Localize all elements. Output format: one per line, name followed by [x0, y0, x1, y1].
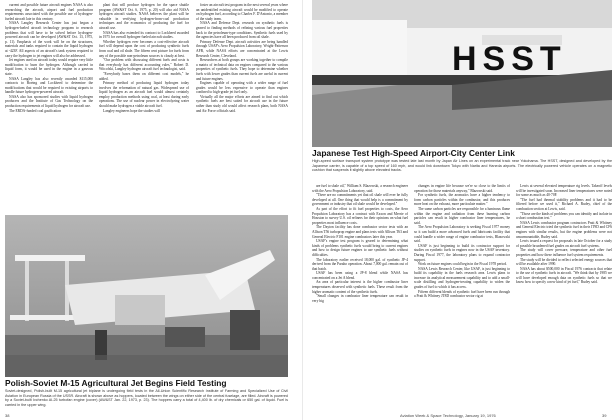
paragraph: Work on future engines could begin in the Fiscal 1978 period.	[418, 262, 508, 267]
paragraph: NASA Lewis Research Center, like USAF, is just beginning to build its capability in the fuels research area. Lewis plans to increase its analytical measurement capability and to add a small-scale distilling and hydrogen-treating capability to widen the grades of fuel to which it has access.	[414, 266, 510, 290]
paragraph: NASA and Defense Dept. research on synthetic fuels is geared to finding methods of refining various fuel properties back to the petroleum-type conditions. Synthetic fuels used by the agencies have all been produced from oil shale.	[196, 21, 288, 40]
right-column-3	[516, 184, 612, 410]
paragraph: An area of particular interest is the higher combustor liner temperatures observed with synthetic fuels. These result from the higher aromatic content of the synthetic fuels.	[312, 280, 408, 294]
paragraph: Researchers at both groups are working together to compile a matrix of technical data on engines compared to the various properties of synthetic fuels. They hope to determine whether fuels with lower grades than current fuels are useful in current and future engines.	[196, 58, 288, 81]
right-caption-title: Japanese Test High-Speed Airport-City Center Link	[312, 148, 515, 158]
paragraph: "Everybody bases them on different cost models," he added.	[99, 71, 189, 81]
paragraph: NASA has about $500,000 in Fiscal 1976 contracts that relate to the use of synthetic fuels in aircraft. "We think that by 1985 we will have developed enough data on synthetic fuels so that we know how to specify a new kind of jet fuel," Rudey said.	[516, 266, 612, 285]
paragraph: "Our problem with discussing different fuels and costs is that everybody has different accounting rules," Robert D. Witcofski, Langley hydrogen aircraft fuel technologist, said.	[99, 58, 189, 72]
paragraph: "The fuel had thermal stability problems and it had to be filtered before we used it," Richard A. Rudey, chief of the combustion section at Lewis, said.	[516, 197, 612, 211]
agricultural-jet-photo	[5, 215, 288, 377]
paragraph: Engines capable of operating with a wider range of fuel grades would be less expensive to operate than engines confined to high-grade jet fuel only.	[196, 81, 288, 95]
paragraph: Fifteen different blends of synthetic fuel have been run through a Pratt & Whitney JT8D combustor sector rig at	[414, 289, 510, 299]
right-page-number: 39	[602, 413, 607, 418]
agricultural-jet-image	[5, 215, 288, 377]
paragraph: The Aero Propulsion Laboratory is seeking Fiscal 1977 money so it can build a more advanced fuels and lubricants facility that could handle a wider range of engine combustor tests, Blazowski said.	[414, 225, 510, 244]
hsst-sign-text: HSST	[452, 40, 567, 78]
paragraph: As part of the effort to fit fuel properties to costs, the Aero Propulsion Laboratory has a contract with Exxon and Merrie of Houston to survey U.S. oil refiners for their opinions on what fuel properties most influence costs.	[312, 206, 408, 225]
paragraph: The laboratory earlier received 18,000 gal. of synthetic JP-4 derived from the Paraho operation. About 7,000 gal. remain out of that batch.	[312, 257, 408, 271]
paragraph: The study will cover pressure, temperature and other fuel properties and how these influence fuel system requirements.	[516, 248, 612, 257]
paragraph: The Dayton facility has done combustor sector tests with an Allison T56 turboprop engine and plans tests with Allison T63 and General Electric F101 engine combustors later this year.	[312, 225, 408, 239]
paragraph: current and possible future aircraft engines NASA is also researching the aircraft, airport and fuel production requirements associated with the possible use of hydrogen-fueled aircraft late in this century.	[5, 3, 93, 21]
paragraph: NASA has also extended its contract to Lockheed awarded in 1975 for overall hydrogen-fueled aircraft studies.	[99, 30, 189, 40]
paragraph: The same carbon particles are responsible for a luminous flame within the engine and radiation from these burning carbon particles can result in higher combustor liner temperatures, he said.	[414, 206, 510, 225]
left-page-number: 38	[5, 413, 10, 418]
paragraph: plant that will produce hydrogen for the space shuttle program (AW&ST Oct. 6, 1975, p. 20) will also aid NASA hydrogen aircraft studies. NASA believes the plant will be valuable in verifying hydrogen-from-coal production techniques and the economics of producing the fuel for aircraft use.	[99, 3, 189, 30]
paragraph: NASA Lewis combustor program contractors Pratt & Whitney and General Electric tried the synthetic fuel in their JT9D and CF6 engines with similar results, but the engine problems were not unsurmountable, Rudey said.	[516, 220, 612, 239]
left-caption-body: Soviet-designed, Polish-built M-15 agricultural jet biplane is undergoing field tests in the All-Union Scientific Research Institute of Farming and Specialized Use of Civil Aviation in European Russia of the USSR. Aircraft is shown above as hoppers, located between the wings on either side of the central fuselage, are filled. Aircraft is powered by a Soviet-built Ivchenko AI-25 turbofan engine (cover) (AW&ST Jan. 22, 1973, p. 23). The hoppers carry a total of 4,400 lb. of dry chemicals or 650 gal. of liquid. Fuel is carried in the upper wing.	[5, 389, 288, 407]
paragraph: "Those are the kinds of problems you can identify and isolate in a short combustion test."	[516, 211, 612, 221]
paragraph: Jet engines used on aircraft today would require very little modification to burn the hydrogen. Although carried in liquid form, it would be used in the engine in a gaseous state.	[5, 58, 93, 76]
hsst-vehicle-image	[312, 0, 612, 147]
paragraph: "Small changes in combustor liner temperature can result in very big	[312, 294, 408, 303]
page-gutter	[302, 0, 303, 420]
paragraph: Lewis at several elevated temperature rig levels. Takeoff levels will be investigated soon. Increased liner temperatures were noted for some as much as 40-70F.	[516, 184, 612, 198]
hsst-vehicle-photo	[312, 0, 612, 147]
paragraph: USAF's engine test program is geared to determining what kinds of problems synthetic fuels would bring to current engines and how to design future engines to use synthetic fuels without difficulties.	[312, 239, 408, 257]
left-column-3	[196, 3, 288, 211]
paragraph: USAF is just beginning to build its contractor support for studies on synthetic fuels in engines now in the USAF inventory. During Fiscal 1977, the laboratory plans to expand contractor support.	[414, 243, 510, 262]
paragraph: Virtually all the major efforts are aimed to find out which synthetic fuels are best suited for aircraft use in the future rather than study old would affect research plans, both NASA and Air Force officials said.	[196, 94, 288, 113]
paragraph: Primary Defense Dept. aircraft activities are being handled through USAF's Aero Propulsion Laboratory, Wright-Patterson AFB, while NASA efforts are concentrated at the Lewis Research Center, Cleveland.	[196, 39, 288, 58]
paragraph: The ERDA-funded coal gasification	[9, 108, 61, 113]
paragraph: "There are no commitments yet that oil shale will ever be fully developed at all. One thing that would help is a commitment by government or industry that oil shale would be developed."	[312, 193, 408, 207]
paragraph: NASA Langley Research Center has just begun a hydrogen-fueled aircraft technology program to research problems that will have to be solved before hydrogen-powered aircraft can be developed (AW&ST Oct. 13, 1975, p. 11). Emphasis of the work will be on the structures, materials and tanks required to contain the liquid hydrogen at -423F. All aspects of an aircraft's tank system required to carry the hydrogen to jet engines will also be addressed.	[5, 21, 93, 58]
paragraph: Lewis issued a request for proposals in late October for a study of possible broadened fuel grades on aircraft fuel systems.	[516, 239, 612, 248]
right-column-2	[414, 184, 510, 410]
paragraph: Whether hydrogen ever becomes a cost-effective aircraft fuel will depend upon the cost of producing synthetic fuels from coal and oil shale. The fifteen cent picture for fuels from any of the possible non-petroleum sources is cloudy at best.	[99, 39, 189, 58]
paragraph: are fuel to shale oil," William S. Blazowski, a research engineer with the Aero Propulsion Laboratory, said.	[312, 184, 408, 193]
paragraph: USAF has been using a JP-8 blend while NASA has concentrated on a Jet A blend.	[312, 271, 408, 280]
paragraph: The study will be divided to reflect selected energy sources that will be available after 1990.	[516, 257, 612, 267]
paragraph: NASA also has sponsored studies with liquid hydrogen producers and the Institute of Gas Technology on the production requirements of liquid hydrogen for aircraft use.	[5, 94, 93, 109]
paragraph: Primary method of producing liquid hydrogen today involves the reformation of natural gas. Widespread use of liquid hydrogen as an aircraft fuel would almost certainly employ production methods using coal, at least during early operations. The use of nuclear power in electrolyzing water should make hydrogen a viable aircraft fuel.	[99, 81, 189, 109]
right-footer: Aviation Week & Space Technology, January 19, 1976	[400, 413, 496, 418]
paragraph: For synthetic fuels, the aromatics have a higher tendency to form carbon particles within the combustor, and this produces more heat on the exhaust, more particulate matter."	[414, 193, 510, 207]
paragraph: changes in engine life because we're so close to the limits of operation for those materials anyway," Blazowski said.	[414, 184, 510, 193]
left-column-2	[99, 3, 189, 211]
left-caption-title: Polish-Soviet M-15 Agricultural Jet Begins Field Testing	[5, 378, 227, 388]
paragraph: foster an aircraft test program in the next several years where an unidentified existing aircraft would be modified to operate on hydrogen fuel, according to Charles F. D'Antonio, a member of the study team.	[196, 3, 288, 21]
right-column-1	[312, 184, 408, 410]
left-column-1	[5, 3, 93, 211]
paragraph: Langley engineers hope the studies will	[103, 108, 160, 113]
paragraph: NASA Langley has also recently awarded $115,000 contracts to Boeing and Lockheed to determine the modifications that would be required to existing airports to handle future hydrogen-powered aircraft.	[5, 76, 93, 95]
right-caption-body: High-speed surface transport system prototype was tested late last month by Japan Air Lines on an experimental track near Yokohama. The HSST, designed and developed by the Japanese carrier, is capable of a top speed of 160 mph, and would link downtown Tokyo with Narita and Haneda airports. The electrically powered vehicle operates on a magnetic cushion that suspends it slightly above elevated tracks.	[312, 159, 612, 173]
